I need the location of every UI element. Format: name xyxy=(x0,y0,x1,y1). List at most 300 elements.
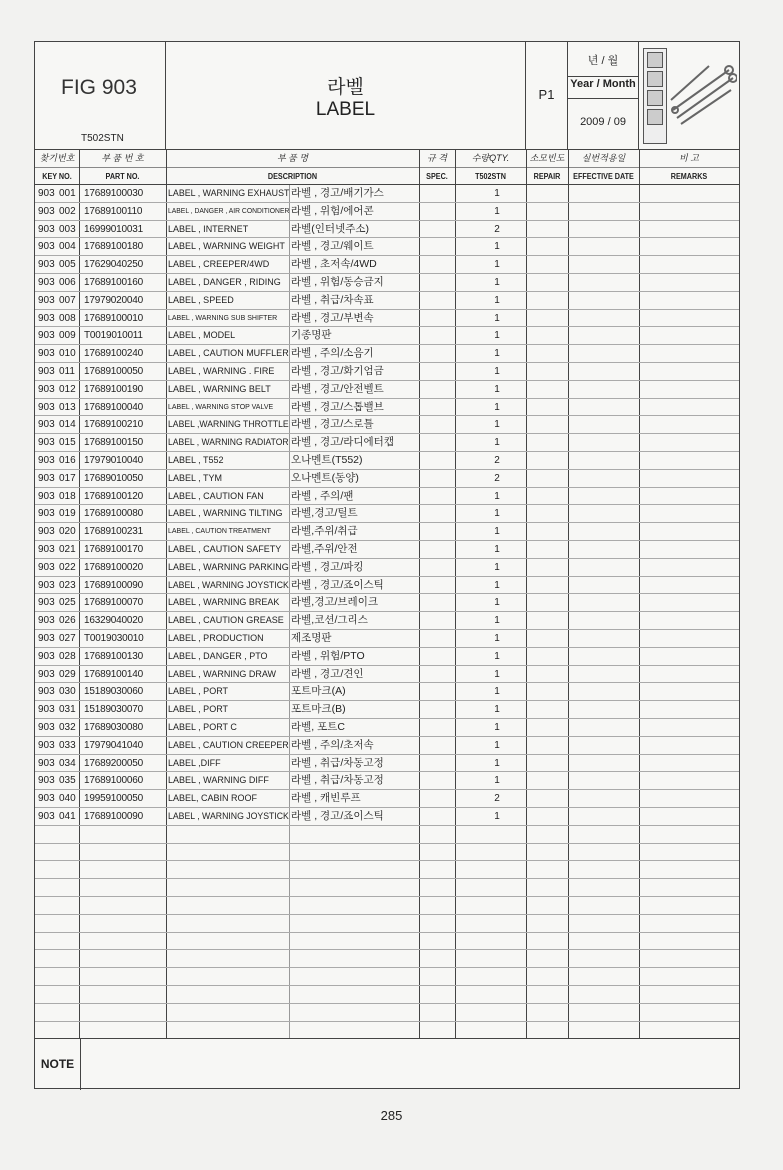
description-korean: 라벨 , 주의/소음기 xyxy=(291,347,374,360)
key-number: 026 xyxy=(59,615,76,627)
key-number: 015 xyxy=(59,437,76,449)
quantity: 1 xyxy=(494,259,500,271)
year-month-value: 2009 / 09 xyxy=(580,116,626,128)
table-row xyxy=(35,452,739,470)
key-number: 023 xyxy=(59,579,76,591)
description-korean: 제조명판 xyxy=(291,632,332,644)
table-row xyxy=(35,434,739,452)
quantity: 1 xyxy=(494,704,500,716)
part-number: 17689100130 xyxy=(84,650,143,662)
quantity: 1 xyxy=(494,633,500,644)
quantity: 1 xyxy=(494,561,500,573)
key-number: 016 xyxy=(59,455,76,466)
col-part-english: PART NO. xyxy=(105,172,140,181)
key-number: 001 xyxy=(59,188,76,199)
key-fig: 903 xyxy=(38,348,55,360)
description-english: LABEL , WARNING JOYSTICK xyxy=(168,579,289,590)
quantity: 2 xyxy=(494,223,500,235)
col-remarks-english: REMARKS xyxy=(670,172,708,181)
table-row xyxy=(35,256,739,274)
table-row xyxy=(35,345,739,363)
key-number: 005 xyxy=(59,259,76,271)
part-number: 17689100050 xyxy=(84,366,143,377)
description-english: LABEL , DANGER , RIDING xyxy=(168,277,281,287)
key-number: 022 xyxy=(59,561,76,573)
description-english: LABEL , WARNING . FIRE xyxy=(168,366,275,376)
description-english: LABEL , WARNING BELT xyxy=(168,383,271,394)
key-fig: 903 xyxy=(38,739,55,751)
description-korean: 라벨,경고/틸트 xyxy=(291,507,358,520)
key-fig: 903 xyxy=(38,437,55,449)
year-month-cell xyxy=(568,42,639,149)
col-qty-korean: 수량QTY. xyxy=(455,150,526,168)
key-number: 008 xyxy=(59,312,76,324)
table-row xyxy=(35,826,739,844)
part-number: 17629040250 xyxy=(84,259,143,271)
key-number: 035 xyxy=(59,775,76,787)
key-number: 007 xyxy=(59,294,76,306)
key-number: 018 xyxy=(59,490,76,502)
quantity: 1 xyxy=(494,330,500,342)
col-qty xyxy=(455,150,526,184)
part-number: 17689100210 xyxy=(84,419,143,431)
page-code: P1 xyxy=(538,87,555,102)
description-korean: 라벨 , 주의/팬 xyxy=(291,489,354,502)
description-english: LABEL , CAUTION SAFETY xyxy=(168,544,282,554)
quantity: 1 xyxy=(494,668,500,680)
description-english: LABEL , TYM xyxy=(168,472,223,483)
description-korean: 라벨 , 경고/배기가스 xyxy=(291,187,384,199)
description-english: LABEL , WARNING STOP VALVE xyxy=(168,403,274,411)
quantity: 2 xyxy=(494,455,500,466)
key-fig: 903 xyxy=(38,366,55,377)
table-row xyxy=(35,861,739,879)
description-korean: 라벨 , 경고/스로틀 xyxy=(291,418,374,431)
table-row xyxy=(35,1004,739,1022)
key-number: 009 xyxy=(59,330,76,342)
description-english: LABEL , MODEL xyxy=(168,330,236,341)
quantity: 1 xyxy=(494,722,500,733)
description-korean: 라벨 , 경고/견인 xyxy=(291,667,364,680)
table-row xyxy=(35,737,739,755)
description-english: LABEL , WARNING RADIATOR xyxy=(168,437,289,448)
col-spec-english: SPEC. xyxy=(426,172,448,181)
key-number: 004 xyxy=(59,241,76,253)
part-number: 17689100190 xyxy=(84,383,143,395)
key-fig: 903 xyxy=(38,597,55,609)
description-english: LABEL , WARNING DIFF xyxy=(168,775,269,786)
title-cell xyxy=(166,42,526,149)
description-korean: 기종명판 xyxy=(291,329,332,342)
table-row xyxy=(35,790,739,808)
year-month-korean: 년 / 월 xyxy=(568,52,638,77)
part-number: 17689100090 xyxy=(84,811,143,822)
col-repair-korean: 소모빈도 xyxy=(526,150,568,168)
part-number: 17689100140 xyxy=(84,668,143,680)
description-english: LABEL , INTERNET xyxy=(168,223,249,234)
table-row xyxy=(35,238,739,256)
key-number: 028 xyxy=(59,650,76,662)
quantity: 2 xyxy=(494,793,500,805)
part-number: 17689100110 xyxy=(84,205,143,217)
key-fig: 903 xyxy=(38,704,55,716)
key-fig: 903 xyxy=(38,490,55,502)
description-english: LABEL , SPEED xyxy=(168,294,234,305)
key-fig: 903 xyxy=(38,508,55,520)
description-english: LABEL , DANGER , AIR CONDITIONER xyxy=(168,207,290,215)
quantity: 1 xyxy=(494,241,500,253)
col-part xyxy=(79,150,166,184)
description-english: LABEL , PORT xyxy=(168,704,229,715)
description-korean: 라벨,코션/그리스 xyxy=(291,614,368,627)
table-row xyxy=(35,701,739,719)
table-row xyxy=(35,594,739,612)
description-korean: 오나멘트(T552) xyxy=(291,454,363,466)
part-number: 15189030060 xyxy=(84,686,143,698)
table-row xyxy=(35,221,739,239)
description-english: LABEL , WARNING WEIGHT xyxy=(168,241,285,252)
table-row xyxy=(35,185,739,203)
key-number: 030 xyxy=(59,686,76,698)
table-row xyxy=(35,666,739,684)
key-fig: 903 xyxy=(38,455,55,466)
part-number: 17689100070 xyxy=(84,597,143,609)
description-english: LABEL , PORT xyxy=(168,686,229,697)
description-korean: 라벨 , 경고/안전벨트 xyxy=(291,382,384,395)
note-row xyxy=(35,1038,739,1090)
table-row xyxy=(35,719,739,737)
table-row xyxy=(35,933,739,951)
description-korean: 라벨 , 취급/차속표 xyxy=(291,293,374,306)
quantity: 1 xyxy=(494,294,500,306)
table-row xyxy=(35,915,739,933)
key-number: 020 xyxy=(59,526,76,538)
part-number: 17689100170 xyxy=(84,544,143,555)
quantity: 1 xyxy=(494,615,500,627)
description-english: LABEL ,DIFF xyxy=(168,757,221,768)
quantity: 1 xyxy=(494,597,500,609)
description-english: LABEL , WARNING EXHAUST xyxy=(168,188,290,198)
key-fig: 903 xyxy=(38,668,55,680)
part-number: 15189030070 xyxy=(84,704,143,716)
key-fig: 903 xyxy=(38,722,55,733)
part-number: 17689100160 xyxy=(84,277,143,288)
description-korean: 라벨 , 위험/동승금지 xyxy=(291,276,384,288)
description-korean: 라벨 , 초저속/4WD xyxy=(291,258,377,271)
description-english: LABEL , CREEPER/4WD xyxy=(168,259,270,270)
quantity: 1 xyxy=(494,544,500,555)
table-row xyxy=(35,488,739,506)
part-number: 17689100080 xyxy=(84,508,143,520)
description-korean: 라벨,주위/안전 xyxy=(291,543,358,555)
part-number: 17979010040 xyxy=(84,455,143,466)
col-key-korean: 찾기번호 xyxy=(35,150,79,168)
key-fig: 903 xyxy=(38,419,55,431)
part-number: 17689100030 xyxy=(84,188,143,199)
key-fig: 903 xyxy=(38,259,55,271)
part-number: 17689100180 xyxy=(84,241,143,253)
col-effective-english: EFFECTIVE DATE xyxy=(573,172,634,181)
key-number: 013 xyxy=(59,401,76,413)
part-number: 17689010050 xyxy=(84,472,143,484)
key-fig: 903 xyxy=(38,561,55,573)
quantity: 1 xyxy=(494,757,500,769)
quantity: 1 xyxy=(494,312,500,324)
part-number: 17689200050 xyxy=(84,757,143,769)
parts-sheet xyxy=(34,41,740,1089)
table-row xyxy=(35,844,739,862)
description-english: LABEL , WARNING SUB SHIFTER xyxy=(168,314,278,322)
key-fig: 903 xyxy=(38,312,55,324)
part-number: 17689100090 xyxy=(84,579,143,591)
logo-cell xyxy=(639,42,739,149)
description-english: LABEL , WARNING PARKING xyxy=(168,561,289,572)
certification-badge-icon xyxy=(643,48,667,144)
col-key-english: KEY NO. xyxy=(42,172,72,181)
description-korean: 라벨 , 경고/스톱밸브 xyxy=(291,400,384,413)
col-part-korean: 부 품 번 호 xyxy=(79,150,166,168)
quantity: 1 xyxy=(494,686,500,698)
table-row xyxy=(35,399,739,417)
part-number: T0019030010 xyxy=(84,633,144,644)
key-number: 014 xyxy=(59,419,76,431)
description-korean: 포트마크(A) xyxy=(291,685,346,698)
part-number: 17689030080 xyxy=(84,722,143,733)
column-header xyxy=(35,150,739,185)
key-number: 033 xyxy=(59,739,76,751)
key-fig: 903 xyxy=(38,615,55,627)
table-row xyxy=(35,986,739,1004)
key-number: 012 xyxy=(59,383,76,395)
key-fig: 903 xyxy=(38,294,55,306)
quantity: 1 xyxy=(494,188,500,199)
table-row xyxy=(35,968,739,986)
quantity: 1 xyxy=(494,383,500,395)
quantity: 1 xyxy=(494,437,500,449)
part-number: 17689100040 xyxy=(84,401,143,413)
quantity: 1 xyxy=(494,775,500,787)
description-korean: 라벨 , 위험/PTO xyxy=(291,649,365,662)
table-row xyxy=(35,541,739,559)
key-number: 011 xyxy=(59,366,75,377)
description-english: LABEL , CAUTION MUFFLER xyxy=(168,348,289,359)
table-row xyxy=(35,310,739,328)
key-fig: 903 xyxy=(38,241,55,253)
sheet-header xyxy=(35,42,739,150)
col-desc xyxy=(166,150,419,184)
title-korean: 라벨 xyxy=(327,77,364,98)
key-number: 041 xyxy=(59,811,76,822)
tools-illustration-icon xyxy=(669,60,737,130)
key-number: 002 xyxy=(59,205,76,217)
key-number: 029 xyxy=(59,668,76,680)
table-row xyxy=(35,381,739,399)
col-remarks xyxy=(639,150,739,184)
description-korean: 라벨 , 캐빈루프 xyxy=(291,792,361,805)
quantity: 1 xyxy=(494,348,500,360)
col-effective xyxy=(568,150,639,184)
key-fig: 903 xyxy=(38,472,55,484)
page-cell xyxy=(526,42,568,149)
quantity: 2 xyxy=(494,472,500,484)
key-number: 040 xyxy=(59,793,76,805)
col-key xyxy=(35,150,79,184)
key-number: 027 xyxy=(59,633,76,644)
key-fig: 903 xyxy=(38,188,55,199)
table-row xyxy=(35,523,739,541)
quantity: 1 xyxy=(494,508,500,520)
key-number: 006 xyxy=(59,277,76,288)
part-number: 17689100060 xyxy=(84,775,143,787)
table-row xyxy=(35,559,739,577)
part-number: 19959100050 xyxy=(84,793,143,805)
description-korean: 라벨 , 경고/죠이스틱 xyxy=(291,578,384,591)
description-korean: 라벨 , 경고/라디에터캡 xyxy=(291,436,394,449)
description-english: LABEL , T552 xyxy=(168,455,224,465)
col-qty-english: T502STN xyxy=(475,172,506,181)
key-fig: 903 xyxy=(38,526,55,538)
key-number: 031 xyxy=(59,704,76,716)
key-fig: 903 xyxy=(38,205,55,217)
description-english: LABEL , WARNING TILTING xyxy=(168,508,283,519)
year-month-english: Year / Month xyxy=(568,78,638,99)
table-row xyxy=(35,505,739,523)
description-korean: 라벨(인터넷주소) xyxy=(291,222,369,235)
description-english: LABEL , CAUTION CREEPER xyxy=(168,739,289,750)
col-spec-korean: 규 격 xyxy=(419,150,455,168)
part-number: 17689100120 xyxy=(84,490,143,502)
description-english: LABEL , DANGER , PTO xyxy=(168,650,268,661)
description-english: LABEL , WARNING BREAK xyxy=(168,597,280,608)
description-korean: 라벨 , 경고/파킹 xyxy=(291,560,364,573)
col-desc-english: DESCRIPTION xyxy=(267,172,318,181)
part-number: 17689100150 xyxy=(84,437,143,449)
quantity: 1 xyxy=(494,366,500,377)
table-row xyxy=(35,1022,739,1040)
table-row xyxy=(35,470,739,488)
table-row xyxy=(35,772,739,790)
table-row xyxy=(35,292,739,310)
description-korean: 포트마크(B) xyxy=(291,703,346,716)
col-repair xyxy=(526,150,568,184)
key-number: 032 xyxy=(59,722,76,733)
part-number: 17689100240 xyxy=(84,348,143,360)
description-korean: 라벨,주위/취급 xyxy=(291,525,358,538)
note-label: NOTE xyxy=(35,1039,81,1090)
title-english: LABEL xyxy=(315,99,376,120)
figure-number: FIG 903 xyxy=(61,76,137,99)
key-fig: 903 xyxy=(38,793,55,805)
part-number: 16329040020 xyxy=(84,615,143,627)
table-row xyxy=(35,327,739,345)
description-korean: 라벨, 포트C xyxy=(291,721,345,733)
description-korean: 라벨 , 경고/죠이스틱 xyxy=(291,810,384,822)
quantity: 1 xyxy=(494,277,500,288)
table-row xyxy=(35,879,739,897)
description-english: LABEL , CAUTION GREASE xyxy=(168,615,284,626)
quantity: 1 xyxy=(494,650,500,662)
description-english: LABEL ,WARNING THROTTLE xyxy=(168,419,289,430)
col-remarks-korean: 비 고 xyxy=(639,150,739,168)
key-number: 003 xyxy=(59,223,76,235)
description-korean: 라벨 , 주의/초저속 xyxy=(291,738,374,751)
part-number: 17689100020 xyxy=(84,561,143,573)
quantity: 1 xyxy=(494,739,500,751)
description-korean: 라벨 , 경고/화기엄금 xyxy=(291,365,384,377)
col-spec xyxy=(419,150,455,184)
col-repair-english: REPAIR xyxy=(533,172,561,181)
table-row xyxy=(35,683,739,701)
description-english: LABEL , CAUTION TREATMENT xyxy=(168,528,271,536)
description-korean: 라벨 , 취급/차동고정 xyxy=(291,774,384,787)
table-row xyxy=(35,416,739,434)
key-fig: 903 xyxy=(38,383,55,395)
part-number: 17689100231 xyxy=(84,526,143,538)
key-fig: 903 xyxy=(38,223,55,235)
page-number: 285 xyxy=(380,1108,403,1123)
key-fig: 903 xyxy=(38,811,55,822)
key-number: 010 xyxy=(59,348,76,360)
key-number: 017 xyxy=(59,472,76,484)
description-korean: 라벨 , 위험/에어콘 xyxy=(291,204,374,217)
key-fig: 903 xyxy=(38,277,55,288)
key-fig: 903 xyxy=(38,330,55,342)
model-name: T502STN xyxy=(81,133,124,144)
table-row xyxy=(35,612,739,630)
quantity: 1 xyxy=(494,205,500,217)
table-row xyxy=(35,648,739,666)
key-number: 021 xyxy=(59,544,76,555)
description-korean: 오나멘트(동양) xyxy=(291,471,359,484)
description-korean: 라벨,경고/브레이크 xyxy=(291,596,378,609)
table-row xyxy=(35,274,739,292)
key-fig: 903 xyxy=(38,579,55,591)
table-row xyxy=(35,897,739,915)
key-number: 034 xyxy=(59,757,76,769)
table-row xyxy=(35,630,739,648)
table-row xyxy=(35,808,739,826)
description-korean: 라벨 , 경고/웨이트 xyxy=(291,240,374,253)
quantity: 1 xyxy=(494,419,500,431)
key-fig: 903 xyxy=(38,686,55,698)
quantity: 1 xyxy=(494,401,500,413)
description-english: LABEL , WARNING DRAW xyxy=(168,668,277,679)
part-number: 16999010031 xyxy=(84,223,143,235)
table-row xyxy=(35,363,739,381)
quantity: 1 xyxy=(494,811,500,822)
key-fig: 903 xyxy=(38,544,55,555)
part-number: 17689100010 xyxy=(84,312,143,324)
table-row xyxy=(35,577,739,595)
part-number: T0019010011 xyxy=(84,330,143,342)
description-english: LABEL , PORT C xyxy=(168,722,237,732)
description-english: LABEL, CABIN ROOF xyxy=(168,793,258,804)
key-fig: 903 xyxy=(38,401,55,413)
table-row xyxy=(35,203,739,221)
description-english: LABEL , PRODUCTION xyxy=(168,633,264,643)
key-fig: 903 xyxy=(38,633,55,644)
figure-cell xyxy=(35,42,166,149)
key-fig: 903 xyxy=(38,650,55,662)
description-korean: 라벨 , 경고/부변속 xyxy=(291,311,374,324)
key-number: 019 xyxy=(59,508,76,520)
col-desc-korean: 부 품 명 xyxy=(166,150,419,168)
description-korean: 라벨 , 취급/차동고정 xyxy=(291,756,384,769)
description-english: LABEL , WARNING JOYSTICK xyxy=(168,811,289,821)
part-number: 17979020040 xyxy=(84,294,143,306)
key-fig: 903 xyxy=(38,757,55,769)
col-effective-korean: 실번적용일 xyxy=(568,150,639,168)
